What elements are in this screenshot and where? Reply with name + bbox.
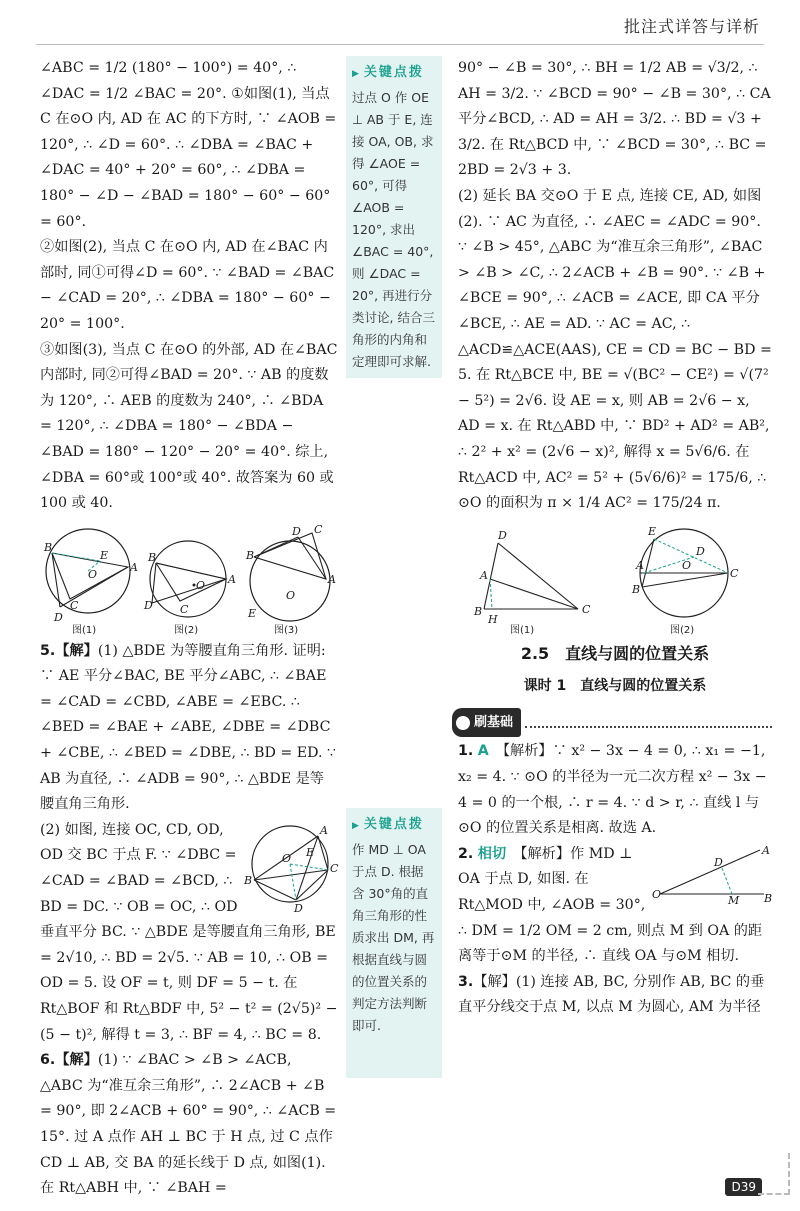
basics-banner (452, 708, 772, 738)
svg-text:B: B (632, 582, 641, 596)
q3 (458, 970, 772, 1021)
key-tip-text-2: 作 MD ⊥ OA 于点 D. 根据含 30°角的直角三角形的性质求出 DM, 再根据直线与圆的位置关系的判定方法判断即可. (352, 842, 435, 1033)
key-tip-title-1: ▶ 关键点拨 (352, 62, 436, 85)
q6-figure-2 (631, 525, 739, 636)
q5-figure (242, 820, 339, 915)
svg-text:O: O (88, 567, 98, 581)
q1 (458, 739, 772, 841)
q3-text: 【解】(1) 连接 AB, BC, 分别作 AB, BC 的垂直平分线交于点 M, 以点 M 为圆心, AM 为半径 (458, 973, 765, 1016)
svg-text:B: B (44, 540, 53, 554)
q6-part1 (40, 1048, 338, 1202)
svg-text:B: B (764, 891, 773, 905)
fig-caption-1: 图(1) (72, 624, 97, 636)
svg-text:O: O (282, 851, 292, 865)
page-number: D39 (725, 1178, 762, 1196)
q2-number: 2. (458, 845, 474, 862)
key-tip-box-1 (346, 56, 442, 378)
svg-text:C: C (730, 566, 739, 580)
svg-text:E: E (306, 845, 315, 859)
svg-text:A: A (480, 568, 488, 582)
q5-part1 (40, 639, 338, 818)
q6-figures (458, 523, 772, 635)
key-tip-title-2: ▶ 关键点拨 (352, 814, 436, 837)
q1-text: 【解析】∵ x² − 3x − 4 = 0, ∴ x₁ = −1, x₂ = 4. ∵ ⊙O 的半径为一元二次方程 x² − 3x − 4 = 0 的一个根, ∴ r = 4. ∵ d > r, ∴ 直线 l 与⊙O 的位置关系是相离. 故选 A. (458, 743, 767, 837)
svg-text:B: B (244, 873, 253, 887)
q4-figure-1 (43, 529, 138, 636)
svg-text:A: A (320, 823, 328, 837)
svg-text:C: C (314, 522, 323, 536)
svg-text:C: C (330, 861, 339, 875)
svg-text:D: D (144, 598, 153, 612)
svg-text:M: M (728, 893, 740, 907)
svg-text:D: D (696, 544, 705, 558)
svg-text:E: E (100, 548, 109, 562)
q4-solution-part2: ②如图(2), 当点 C 在⊙O 内, AD 在∠BAC 内部时, 同①可得∠D = 60°. ∵ ∠BAD = ∠BAC − ∠CAD = 20°, ∴ ∠DBA = 180° − 60° − 20° = 100°. (40, 239, 335, 332)
svg-text:H: H (488, 612, 498, 626)
brush-icon (456, 716, 470, 730)
fig-caption-r2: 图(2) (670, 624, 695, 636)
key-tip-box-2 (346, 808, 442, 1078)
q6-text-1: (1) ∵ ∠BAC > ∠B > ∠ACB, △ABC 为“准互余三角形”, ∴ 2∠ACB + ∠B = 90°, 即 2∠ACB + 60° = 90°, ∴ ∠ACB = 15°. 过 A 点作 AH ⊥ BC 于 H 点, 过 C 点作 CD ⊥ AB, 交 BA 的延长线于 D 点, 如图(1). 在 Rt△ABH 中, ∵ ∠BAH = (40, 1052, 337, 1197)
q2-figure (652, 843, 773, 907)
q5-number: 5. (40, 642, 56, 659)
svg-text:A: A (130, 560, 138, 574)
svg-text:E: E (648, 524, 657, 538)
svg-text:E: E (248, 606, 257, 620)
svg-text:O: O (652, 887, 662, 901)
svg-text:O: O (682, 558, 692, 572)
key-tip-text-1: 过点 O 作 OE ⊥ AB 于 E, 连接 OA, OB, 求得 ∠AOE = 60°, 可得 ∠AOB = 120°, 求出 ∠BAC = 40°, 则 ∠DAC = 20°, 再进行分类讨论, 结合三角形的内角和定理即可求解. (352, 90, 435, 369)
q6-tag: 【解】 (55, 1052, 98, 1069)
svg-text:O: O (196, 578, 206, 592)
svg-text:A: A (762, 843, 770, 857)
corner-mark (758, 1153, 790, 1195)
q4-figure-3 (245, 523, 336, 636)
basics-badge: 刷基础 (452, 708, 521, 738)
svg-text:A: A (328, 572, 336, 586)
q6-solution-cont: 90° − ∠B = 30°, ∴ BH = 1/2 AB = √3/2, ∴ AH = 3/2. ∵ ∠BCD = 90° − ∠B = 30°, ∴ CA 平分∠BCD, ∴ AD = AH = 3/2. ∴ BD = √3 + 3/2. 在 Rt△BCD 中, ∵ ∠BCD = 30°, ∴ BC = 2BD = 2√3 + 3. (458, 60, 771, 179)
dotted-rule (525, 718, 772, 728)
svg-text:B: B (246, 548, 255, 562)
fig-caption-3: 图(3) (274, 624, 299, 636)
q4-figures (40, 523, 338, 635)
q4-solution-part3: ③如图(3), 当点 C 在⊙O 的外部, AD 在∠BAC 内部时, 同②可得∠BAD = 20°. ∵ AB 的度数为 120°, ∴ AEB 的度数为 240°, ∴ ∠BDA = 120°, ∴ ∠DBA = 180° − ∠BDA − ∠BAD = 180° − 120° − 20° = 40°. 综上, ∠DBA = 60°或 100°或 40°. 故答案为 60 或 100 或 40. (40, 341, 338, 512)
svg-text:D: D (54, 610, 63, 624)
q3-number: 3. (458, 973, 474, 990)
q5-tag: 【解】 (55, 642, 98, 659)
lesson-title: 课时 1 直线与圆的位置关系 (523, 678, 707, 695)
svg-text:D: D (294, 901, 303, 915)
fig-caption-r1: 图(1) (510, 624, 535, 636)
svg-text:O: O (286, 588, 296, 602)
q1-number: 1. (458, 743, 474, 760)
svg-text:C: C (70, 598, 79, 612)
section-title: 2.5 直线与圆的位置关系 (520, 643, 710, 663)
right-column (458, 56, 772, 1021)
svg-text:D: D (292, 524, 301, 538)
q5-part2: (2) 如图, 连接 OC, CD, OD, OD 交 BC 于点 F. ∵ ∠DBC = ∠CAD = ∠BAD = ∠BCD, ∴ BD = DC. ∵ OB = OC, ∴ OD 垂直平分 BC. ∵ △BDE 是等腰直角三角形, BE = 2√10, ∴ BD = 2√5. ∵ AB = 10, ∴ OB = OD = 5. 设 OF = t, 则 DF = 5 − t. 在 Rt△BOF 和 Rt△BDF 中, 5² − t² = (2√5)² − (5 − t)², 解得 t = 3, ∴ BF = 4, ∴ BC = 8. (40, 821, 338, 1043)
svg-text:D: D (714, 855, 723, 869)
q2-text: 【解析】作 MD ⊥ OA 于点 D, 如图. 在 Rt△MOD 中, ∠AOB = 30°, ∴ DM = 1/2 OM = 2 cm, 则点 M 到 OA 的距离等于⊙M 的半径, ∴ 直线 OA 与⊙M 相切. (458, 845, 763, 965)
q2-answer: 相切 (477, 845, 507, 862)
q6-figure-1 (473, 529, 591, 636)
fig-caption-2: 图(2) (174, 624, 199, 636)
header-divider (36, 44, 764, 45)
svg-text:B: B (474, 604, 483, 618)
svg-text:D: D (498, 528, 507, 542)
q5-text-1: (1) △BDE 为等腰直角三角形. 证明: ∵ AE 平分∠BAC, BE 平分∠ABC, ∴ ∠BAE = ∠CAD = ∠CBD, ∠ABE = ∠EBC. ∴ ∠BED = ∠BAE + ∠ABE, ∠DBE = ∠DBC + ∠CBE, ∴ ∠BED = ∠DBE, ∴ BD = ED. ∵ AB 为直径, ∴ ∠ADB = 90°, ∴ △BDE 是等腰直角三角形. (40, 642, 337, 813)
page-header: 批注式详答与详析 (623, 17, 760, 36)
svg-text:C: C (180, 602, 189, 616)
q6-number: 6. (40, 1052, 56, 1069)
svg-text:A: A (228, 572, 236, 586)
svg-text:A: A (636, 558, 644, 572)
q4-solution-part1: ∠ABC = 1/2 (180° − 100°) = 40°, ∴ ∠DAC = 1/2 ∠BAC = 20°. ①如图(1), 当点 C 在⊙O 内, AD 在 AC 的下方时, ∵ ∠AOB = 120°, ∴ ∠D = 60°. ∴ ∠DBA = ∠BAC + ∠DAC = 40° + 20° = 60°, ∴ ∠DBA = 180° − ∠D − ∠BAD = 180° − 60° − 60° = 60°. (40, 60, 337, 230)
q1-answer: A (477, 743, 489, 760)
q6-solution-part2: (2) 延长 BA 交⊙O 于 E 点, 连接 CE, AD, 如图(2). ∵ AC 为直径, ∴ ∠AEC = ∠ADC = 90°. ∵ ∠B > 45°, △ABC 为“准互余三角形”, ∠BAC > ∠B > ∠C, ∴ 2∠ACB + ∠B = 90°. ∵ ∠B + ∠BCE = 90°, ∴ ∠ACB = ∠ACE, 即 CA 平分∠BCE, ∴ AE = AD. ∵ AC = AC, ∴ △ACD≌△ACE(AAS), CE = CD = BC − BD = 5. 在 Rt△BCE 中, BE = √(BC² − CE²) = √(7² − 5²) = 2√6. 设 AE = x, 则 AB = 2√6 − x, AD = x. 在 Rt△ABD 中, ∵ BD² + AD² = AB², ∴ 2² + x² = (2√6 − x)², 解得 x = 5√6/6. 在 Rt△ACD 中, AC² = 5² + (5√6/6)² = 175/6, ∴ ⊙O 的面积为 π × 1/4 AC² = 175/24 π. (458, 187, 772, 512)
left-column (40, 56, 338, 1202)
svg-text:C: C (582, 602, 591, 616)
q4-figure-2 (143, 541, 236, 636)
svg-text:B: B (148, 550, 157, 564)
